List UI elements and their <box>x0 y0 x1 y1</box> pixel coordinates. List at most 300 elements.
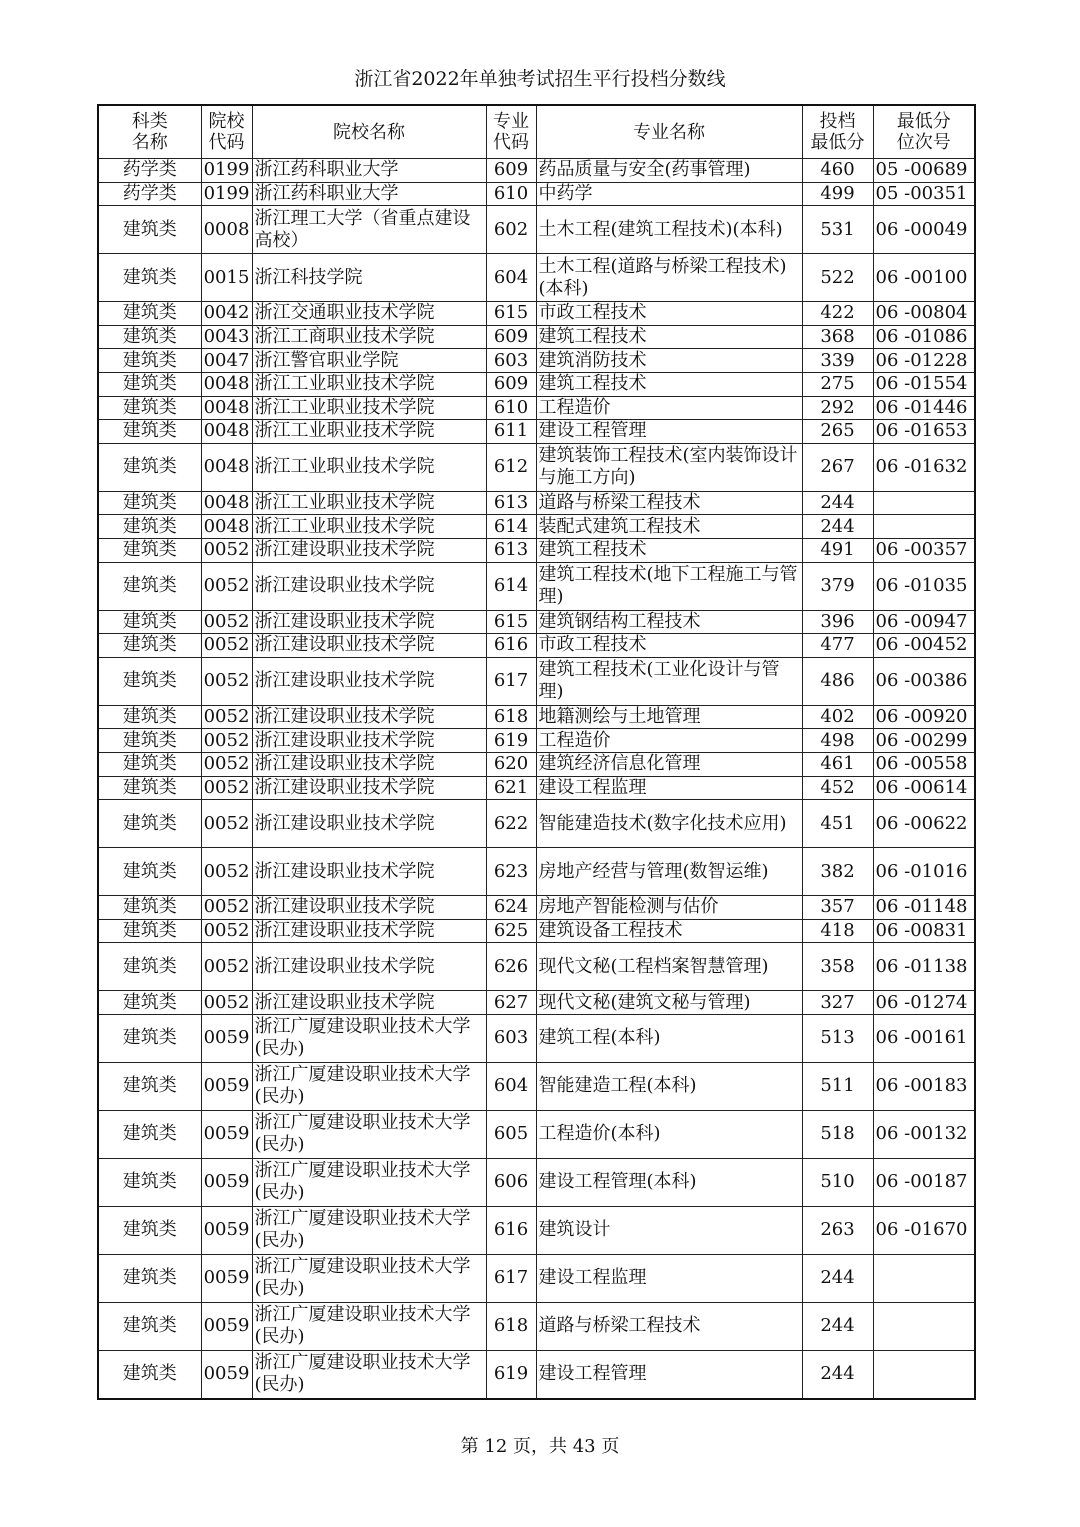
min-score-cell: 244 <box>802 1350 873 1399</box>
major-name-cell: 房地产智能检测与估价 <box>536 896 802 920</box>
major-code-cell: 618 <box>486 1302 536 1350</box>
table-row <box>98 325 975 349</box>
school-name-cell: 浙江广厦建设职业技术大学(民办) <box>252 1158 486 1206</box>
major-code-cell: 624 <box>486 896 536 920</box>
category-cell: 建筑类 <box>98 848 201 896</box>
min-rank-cell: 06 -01148 <box>873 896 975 920</box>
school-name-cell: 浙江工业职业技术学院 <box>252 515 486 539</box>
min-score-cell: 339 <box>802 349 873 373</box>
school-code-cell: 0052 <box>201 538 252 562</box>
category-cell: 建筑类 <box>98 349 201 373</box>
major-code-cell: 620 <box>486 752 536 776</box>
table-row <box>98 182 975 206</box>
table-row <box>98 729 975 753</box>
min-rank-cell: 06 -00947 <box>873 610 975 634</box>
min-score-cell: 513 <box>802 1014 873 1062</box>
school-code-cell: 0059 <box>201 1254 252 1302</box>
major-name-cell: 市政工程技术 <box>536 634 802 658</box>
min-score-cell: 499 <box>802 182 873 206</box>
min-score-cell: 396 <box>802 610 873 634</box>
min-rank-cell: 06 -00183 <box>873 1062 975 1110</box>
school-name-cell: 浙江药科职业大学 <box>252 182 486 206</box>
major-name-cell: 建筑设计 <box>536 1206 802 1254</box>
col-header-major-code: 专业 代码 <box>486 105 536 159</box>
table-row <box>98 1302 975 1350</box>
major-name-cell: 建筑设备工程技术 <box>536 919 802 943</box>
min-rank-cell: 06 -01554 <box>873 372 975 396</box>
major-name-cell: 建设工程监理 <box>536 776 802 800</box>
school-name-cell: 浙江建设职业技术学院 <box>252 562 486 610</box>
school-code-cell: 0015 <box>201 254 252 302</box>
school-code-cell: 0052 <box>201 752 252 776</box>
major-name-cell: 建设工程管理 <box>536 1350 802 1399</box>
category-cell: 药学类 <box>98 159 201 183</box>
table-row <box>98 562 975 610</box>
category-cell: 建筑类 <box>98 325 201 349</box>
major-name-cell: 道路与桥梁工程技术 <box>536 491 802 515</box>
major-name-cell: 建设工程监理 <box>536 1254 802 1302</box>
school-name-cell: 浙江交通职业技术学院 <box>252 302 486 326</box>
major-code-cell: 611 <box>486 420 536 444</box>
min-rank-cell: 06 -01274 <box>873 991 975 1015</box>
school-name-cell: 浙江建设职业技术学院 <box>252 729 486 753</box>
major-name-cell: 市政工程技术 <box>536 302 802 326</box>
major-name-cell: 建筑工程技术(工业化设计与管理) <box>536 657 802 705</box>
min-score-cell: 244 <box>802 491 873 515</box>
school-name-cell: 浙江建设职业技术学院 <box>252 705 486 729</box>
min-rank-cell: 06 -00049 <box>873 206 975 254</box>
school-name-cell: 浙江工业职业技术学院 <box>252 491 486 515</box>
major-code-cell: 616 <box>486 1206 536 1254</box>
category-cell: 建筑类 <box>98 420 201 444</box>
major-code-cell: 622 <box>486 800 536 848</box>
school-code-cell: 0052 <box>201 991 252 1015</box>
major-name-cell: 建筑工程技术 <box>536 372 802 396</box>
major-code-cell: 617 <box>486 1254 536 1302</box>
table-row <box>98 538 975 562</box>
min-score-cell: 461 <box>802 752 873 776</box>
table-row <box>98 349 975 373</box>
category-cell: 建筑类 <box>98 372 201 396</box>
table-row <box>98 1062 975 1110</box>
min-rank-cell: 06 -00614 <box>873 776 975 800</box>
school-name-cell: 浙江广厦建设职业技术大学(民办) <box>252 1254 486 1302</box>
major-name-cell: 药品质量与安全(药事管理) <box>536 159 802 183</box>
school-name-cell: 浙江建设职业技术学院 <box>252 943 486 991</box>
major-name-cell: 智能建造工程(本科) <box>536 1062 802 1110</box>
school-code-cell: 0052 <box>201 776 252 800</box>
major-name-cell: 建设工程管理 <box>536 420 802 444</box>
school-code-cell: 0052 <box>201 634 252 658</box>
school-name-cell: 浙江广厦建设职业技术大学(民办) <box>252 1014 486 1062</box>
major-name-cell: 房地产经营与管理(数智运维) <box>536 848 802 896</box>
table-row <box>98 848 975 896</box>
min-rank-cell: 06 -01086 <box>873 325 975 349</box>
school-code-cell: 0008 <box>201 206 252 254</box>
school-code-cell: 0052 <box>201 729 252 753</box>
table-row <box>98 776 975 800</box>
school-name-cell: 浙江工商职业技术学院 <box>252 325 486 349</box>
page-title: 浙江省2022年单独考试招生平行投档分数线 <box>354 68 726 90</box>
min-rank-cell: 06 -00299 <box>873 729 975 753</box>
major-code-cell: 617 <box>486 657 536 705</box>
table-row <box>98 1110 975 1158</box>
school-name-cell: 浙江建设职业技术学院 <box>252 634 486 658</box>
category-cell: 建筑类 <box>98 443 201 491</box>
major-code-cell: 618 <box>486 705 536 729</box>
min-score-cell: 358 <box>802 943 873 991</box>
major-code-cell: 623 <box>486 848 536 896</box>
min-rank-cell: 06 -00132 <box>873 1110 975 1158</box>
category-cell: 建筑类 <box>98 610 201 634</box>
school-name-cell: 浙江工业职业技术学院 <box>252 420 486 444</box>
category-cell: 建筑类 <box>98 943 201 991</box>
min-rank-cell: 05 -00351 <box>873 182 975 206</box>
major-code-cell: 606 <box>486 1158 536 1206</box>
category-cell: 建筑类 <box>98 634 201 658</box>
min-score-cell: 267 <box>802 443 873 491</box>
min-score-cell: 452 <box>802 776 873 800</box>
school-code-cell: 0047 <box>201 349 252 373</box>
major-name-cell: 建筑工程技术 <box>536 325 802 349</box>
category-cell: 建筑类 <box>98 1158 201 1206</box>
major-code-cell: 603 <box>486 1014 536 1062</box>
category-cell: 建筑类 <box>98 752 201 776</box>
school-code-cell: 0059 <box>201 1350 252 1399</box>
school-name-cell: 浙江广厦建设职业技术大学(民办) <box>252 1062 486 1110</box>
school-name-cell: 浙江工业职业技术学院 <box>252 372 486 396</box>
min-score-cell: 382 <box>802 848 873 896</box>
category-cell: 建筑类 <box>98 1302 201 1350</box>
school-code-cell: 0052 <box>201 705 252 729</box>
school-code-cell: 0048 <box>201 372 252 396</box>
school-code-cell: 0052 <box>201 919 252 943</box>
min-rank-cell <box>873 1350 975 1399</box>
min-rank-cell: 06 -00357 <box>873 538 975 562</box>
school-code-cell: 0052 <box>201 610 252 634</box>
school-code-cell: 0043 <box>201 325 252 349</box>
table-row <box>98 896 975 920</box>
col-header-school-name: 院校名称 <box>252 105 486 159</box>
school-name-cell: 浙江建设职业技术学院 <box>252 752 486 776</box>
school-code-cell: 0199 <box>201 159 252 183</box>
major-name-cell: 建筑装饰工程技术(室内装饰设计与施工方向) <box>536 443 802 491</box>
col-header-school-code: 院校 代码 <box>201 105 252 159</box>
school-name-cell: 浙江建设职业技术学院 <box>252 848 486 896</box>
school-name-cell: 浙江建设职业技术学院 <box>252 610 486 634</box>
category-cell: 建筑类 <box>98 991 201 1015</box>
school-name-cell: 浙江建设职业技术学院 <box>252 896 486 920</box>
col-header-category: 科类 名称 <box>98 105 201 159</box>
table-row <box>98 396 975 420</box>
school-code-cell: 0059 <box>201 1302 252 1350</box>
major-code-cell: 615 <box>486 610 536 634</box>
school-name-cell: 浙江建设职业技术学院 <box>252 538 486 562</box>
table-row <box>98 657 975 705</box>
min-rank-cell: 06 -00187 <box>873 1158 975 1206</box>
table-body <box>98 159 975 1399</box>
major-code-cell: 609 <box>486 325 536 349</box>
category-cell: 建筑类 <box>98 538 201 562</box>
school-name-cell: 浙江广厦建设职业技术大学(民办) <box>252 1110 486 1158</box>
major-name-cell: 建筑消防技术 <box>536 349 802 373</box>
major-name-cell: 建筑工程技术(地下工程施工与管理) <box>536 562 802 610</box>
school-name-cell: 浙江建设职业技术学院 <box>252 919 486 943</box>
min-score-cell: 498 <box>802 729 873 753</box>
school-name-cell: 浙江药科职业大学 <box>252 159 486 183</box>
school-name-cell: 浙江建设职业技术学院 <box>252 657 486 705</box>
major-name-cell: 工程造价 <box>536 729 802 753</box>
min-score-cell: 327 <box>802 991 873 1015</box>
min-rank-cell: 06 -00452 <box>873 634 975 658</box>
table-row <box>98 420 975 444</box>
min-score-cell: 460 <box>802 159 873 183</box>
major-code-cell: 621 <box>486 776 536 800</box>
min-rank-cell: 06 -00622 <box>873 800 975 848</box>
min-score-cell: 531 <box>802 206 873 254</box>
table-row <box>98 159 975 183</box>
major-name-cell: 装配式建筑工程技术 <box>536 515 802 539</box>
category-cell: 建筑类 <box>98 1254 201 1302</box>
major-code-cell: 603 <box>486 349 536 373</box>
school-name-cell: 浙江工业职业技术学院 <box>252 396 486 420</box>
min-rank-cell: 06 -00161 <box>873 1014 975 1062</box>
table-row <box>98 1350 975 1399</box>
min-rank-cell: 06 -00100 <box>873 254 975 302</box>
major-code-cell: 605 <box>486 1110 536 1158</box>
school-code-cell: 0059 <box>201 1014 252 1062</box>
min-score-cell: 477 <box>802 634 873 658</box>
major-code-cell: 619 <box>486 1350 536 1399</box>
major-code-cell: 610 <box>486 182 536 206</box>
table-row <box>98 1158 975 1206</box>
category-cell: 建筑类 <box>98 254 201 302</box>
table-row <box>98 302 975 326</box>
header-row <box>98 105 975 159</box>
min-rank-cell <box>873 515 975 539</box>
min-rank-cell: 06 -01035 <box>873 562 975 610</box>
major-name-cell: 建筑工程技术 <box>536 538 802 562</box>
min-score-cell: 357 <box>802 896 873 920</box>
min-rank-cell <box>873 1254 975 1302</box>
category-cell: 建筑类 <box>98 896 201 920</box>
min-rank-cell: 05 -00689 <box>873 159 975 183</box>
min-score-cell: 402 <box>802 705 873 729</box>
min-score-cell: 422 <box>802 302 873 326</box>
school-name-cell: 浙江广厦建设职业技术大学(民办) <box>252 1206 486 1254</box>
min-score-cell: 275 <box>802 372 873 396</box>
major-name-cell: 建筑钢结构工程技术 <box>536 610 802 634</box>
major-name-cell: 中药学 <box>536 182 802 206</box>
school-name-cell: 浙江建设职业技术学院 <box>252 800 486 848</box>
major-code-cell: 614 <box>486 562 536 610</box>
min-rank-cell <box>873 491 975 515</box>
major-code-cell: 613 <box>486 538 536 562</box>
col-header-min-rank: 最低分 位次号 <box>873 105 975 159</box>
major-name-cell: 土木工程(建筑工程技术)(本科) <box>536 206 802 254</box>
category-cell: 建筑类 <box>98 1206 201 1254</box>
major-name-cell: 建筑经济信息化管理 <box>536 752 802 776</box>
school-code-cell: 0052 <box>201 562 252 610</box>
category-cell: 建筑类 <box>98 776 201 800</box>
category-cell: 建筑类 <box>98 1110 201 1158</box>
school-name-cell: 浙江理工大学（省重点建设高校） <box>252 206 486 254</box>
major-code-cell: 613 <box>486 491 536 515</box>
school-code-cell: 0048 <box>201 396 252 420</box>
min-score-cell: 486 <box>802 657 873 705</box>
min-rank-cell: 06 -01670 <box>873 1206 975 1254</box>
major-code-cell: 619 <box>486 729 536 753</box>
table-row <box>98 254 975 302</box>
min-score-cell: 511 <box>802 1062 873 1110</box>
table-row <box>98 800 975 848</box>
table-row <box>98 634 975 658</box>
major-code-cell: 609 <box>486 372 536 396</box>
min-score-cell: 244 <box>802 1254 873 1302</box>
major-name-cell: 建设工程管理(本科) <box>536 1158 802 1206</box>
category-cell: 药学类 <box>98 182 201 206</box>
category-cell: 建筑类 <box>98 396 201 420</box>
col-header-major-name: 专业名称 <box>536 105 802 159</box>
major-name-cell: 现代文秘(工程档案智慧管理) <box>536 943 802 991</box>
min-score-cell: 491 <box>802 538 873 562</box>
min-rank-cell: 06 -01632 <box>873 443 975 491</box>
min-score-cell: 522 <box>802 254 873 302</box>
school-code-cell: 0048 <box>201 515 252 539</box>
category-cell: 建筑类 <box>98 515 201 539</box>
table-row <box>98 919 975 943</box>
major-name-cell: 建筑工程(本科) <box>536 1014 802 1062</box>
table-row <box>98 491 975 515</box>
category-cell: 建筑类 <box>98 491 201 515</box>
category-cell: 建筑类 <box>98 1062 201 1110</box>
school-code-cell: 0042 <box>201 302 252 326</box>
min-score-cell: 418 <box>802 919 873 943</box>
school-name-cell: 浙江建设职业技术学院 <box>252 776 486 800</box>
major-name-cell: 智能建造技术(数字化技术应用) <box>536 800 802 848</box>
category-cell: 建筑类 <box>98 1350 201 1399</box>
school-code-cell: 0052 <box>201 657 252 705</box>
major-code-cell: 625 <box>486 919 536 943</box>
min-score-cell: 265 <box>802 420 873 444</box>
major-name-cell: 现代文秘(建筑文秘与管理) <box>536 991 802 1015</box>
major-name-cell: 道路与桥梁工程技术 <box>536 1302 802 1350</box>
min-rank-cell: 06 -01228 <box>873 349 975 373</box>
school-code-cell: 0059 <box>201 1158 252 1206</box>
major-code-cell: 602 <box>486 206 536 254</box>
category-cell: 建筑类 <box>98 657 201 705</box>
school-name-cell: 浙江科技学院 <box>252 254 486 302</box>
min-rank-cell: 06 -01138 <box>873 943 975 991</box>
major-code-cell: 616 <box>486 634 536 658</box>
major-name-cell: 地籍测绘与土地管理 <box>536 705 802 729</box>
min-rank-cell: 06 -01016 <box>873 848 975 896</box>
school-code-cell: 0052 <box>201 896 252 920</box>
school-name-cell: 浙江广厦建设职业技术大学(民办) <box>252 1350 486 1399</box>
page-footer: 第 12 页，共 43 页 <box>460 1436 620 1457</box>
table-row <box>98 515 975 539</box>
min-score-cell: 263 <box>802 1206 873 1254</box>
table-row <box>98 443 975 491</box>
school-name-cell: 浙江警官职业学院 <box>252 349 486 373</box>
school-code-cell: 0052 <box>201 943 252 991</box>
col-header-min-score: 投档 最低分 <box>802 105 873 159</box>
major-code-cell: 604 <box>486 254 536 302</box>
table-row <box>98 752 975 776</box>
major-code-cell: 609 <box>486 159 536 183</box>
category-cell: 建筑类 <box>98 302 201 326</box>
table-row <box>98 991 975 1015</box>
school-code-cell: 0052 <box>201 800 252 848</box>
min-score-cell: 244 <box>802 1302 873 1350</box>
major-code-cell: 626 <box>486 943 536 991</box>
min-rank-cell: 06 -00804 <box>873 302 975 326</box>
min-score-cell: 244 <box>802 515 873 539</box>
school-code-cell: 0059 <box>201 1110 252 1158</box>
school-code-cell: 0052 <box>201 848 252 896</box>
score-table <box>97 104 976 1400</box>
table-row <box>98 705 975 729</box>
category-cell: 建筑类 <box>98 800 201 848</box>
category-cell: 建筑类 <box>98 705 201 729</box>
category-cell: 建筑类 <box>98 1014 201 1062</box>
major-code-cell: 614 <box>486 515 536 539</box>
min-rank-cell <box>873 1302 975 1350</box>
major-name-cell: 工程造价 <box>536 396 802 420</box>
table-row <box>98 206 975 254</box>
school-code-cell: 0048 <box>201 443 252 491</box>
table-row <box>98 1014 975 1062</box>
min-score-cell: 368 <box>802 325 873 349</box>
min-rank-cell: 06 -00831 <box>873 919 975 943</box>
school-name-cell: 浙江工业职业技术学院 <box>252 443 486 491</box>
major-code-cell: 627 <box>486 991 536 1015</box>
min-score-cell: 510 <box>802 1158 873 1206</box>
table-row <box>98 372 975 396</box>
min-score-cell: 451 <box>802 800 873 848</box>
school-name-cell: 浙江建设职业技术学院 <box>252 991 486 1015</box>
table-row <box>98 610 975 634</box>
school-code-cell: 0059 <box>201 1062 252 1110</box>
category-cell: 建筑类 <box>98 562 201 610</box>
school-code-cell: 0048 <box>201 491 252 515</box>
category-cell: 建筑类 <box>98 919 201 943</box>
school-code-cell: 0059 <box>201 1206 252 1254</box>
major-code-cell: 612 <box>486 443 536 491</box>
major-code-cell: 615 <box>486 302 536 326</box>
table-row <box>98 943 975 991</box>
table-row <box>98 1254 975 1302</box>
table-row <box>98 1206 975 1254</box>
major-code-cell: 610 <box>486 396 536 420</box>
major-name-cell: 土木工程(道路与桥梁工程技术)(本科) <box>536 254 802 302</box>
min-score-cell: 518 <box>802 1110 873 1158</box>
category-cell: 建筑类 <box>98 729 201 753</box>
min-score-cell: 292 <box>802 396 873 420</box>
min-rank-cell: 06 -00386 <box>873 657 975 705</box>
min-rank-cell: 06 -00920 <box>873 705 975 729</box>
school-name-cell: 浙江广厦建设职业技术大学(民办) <box>252 1302 486 1350</box>
school-code-cell: 0048 <box>201 420 252 444</box>
category-cell: 建筑类 <box>98 206 201 254</box>
min-score-cell: 379 <box>802 562 873 610</box>
major-code-cell: 604 <box>486 1062 536 1110</box>
min-rank-cell: 06 -00558 <box>873 752 975 776</box>
major-name-cell: 工程造价(本科) <box>536 1110 802 1158</box>
min-rank-cell: 06 -01446 <box>873 396 975 420</box>
min-rank-cell: 06 -01653 <box>873 420 975 444</box>
school-code-cell: 0199 <box>201 182 252 206</box>
